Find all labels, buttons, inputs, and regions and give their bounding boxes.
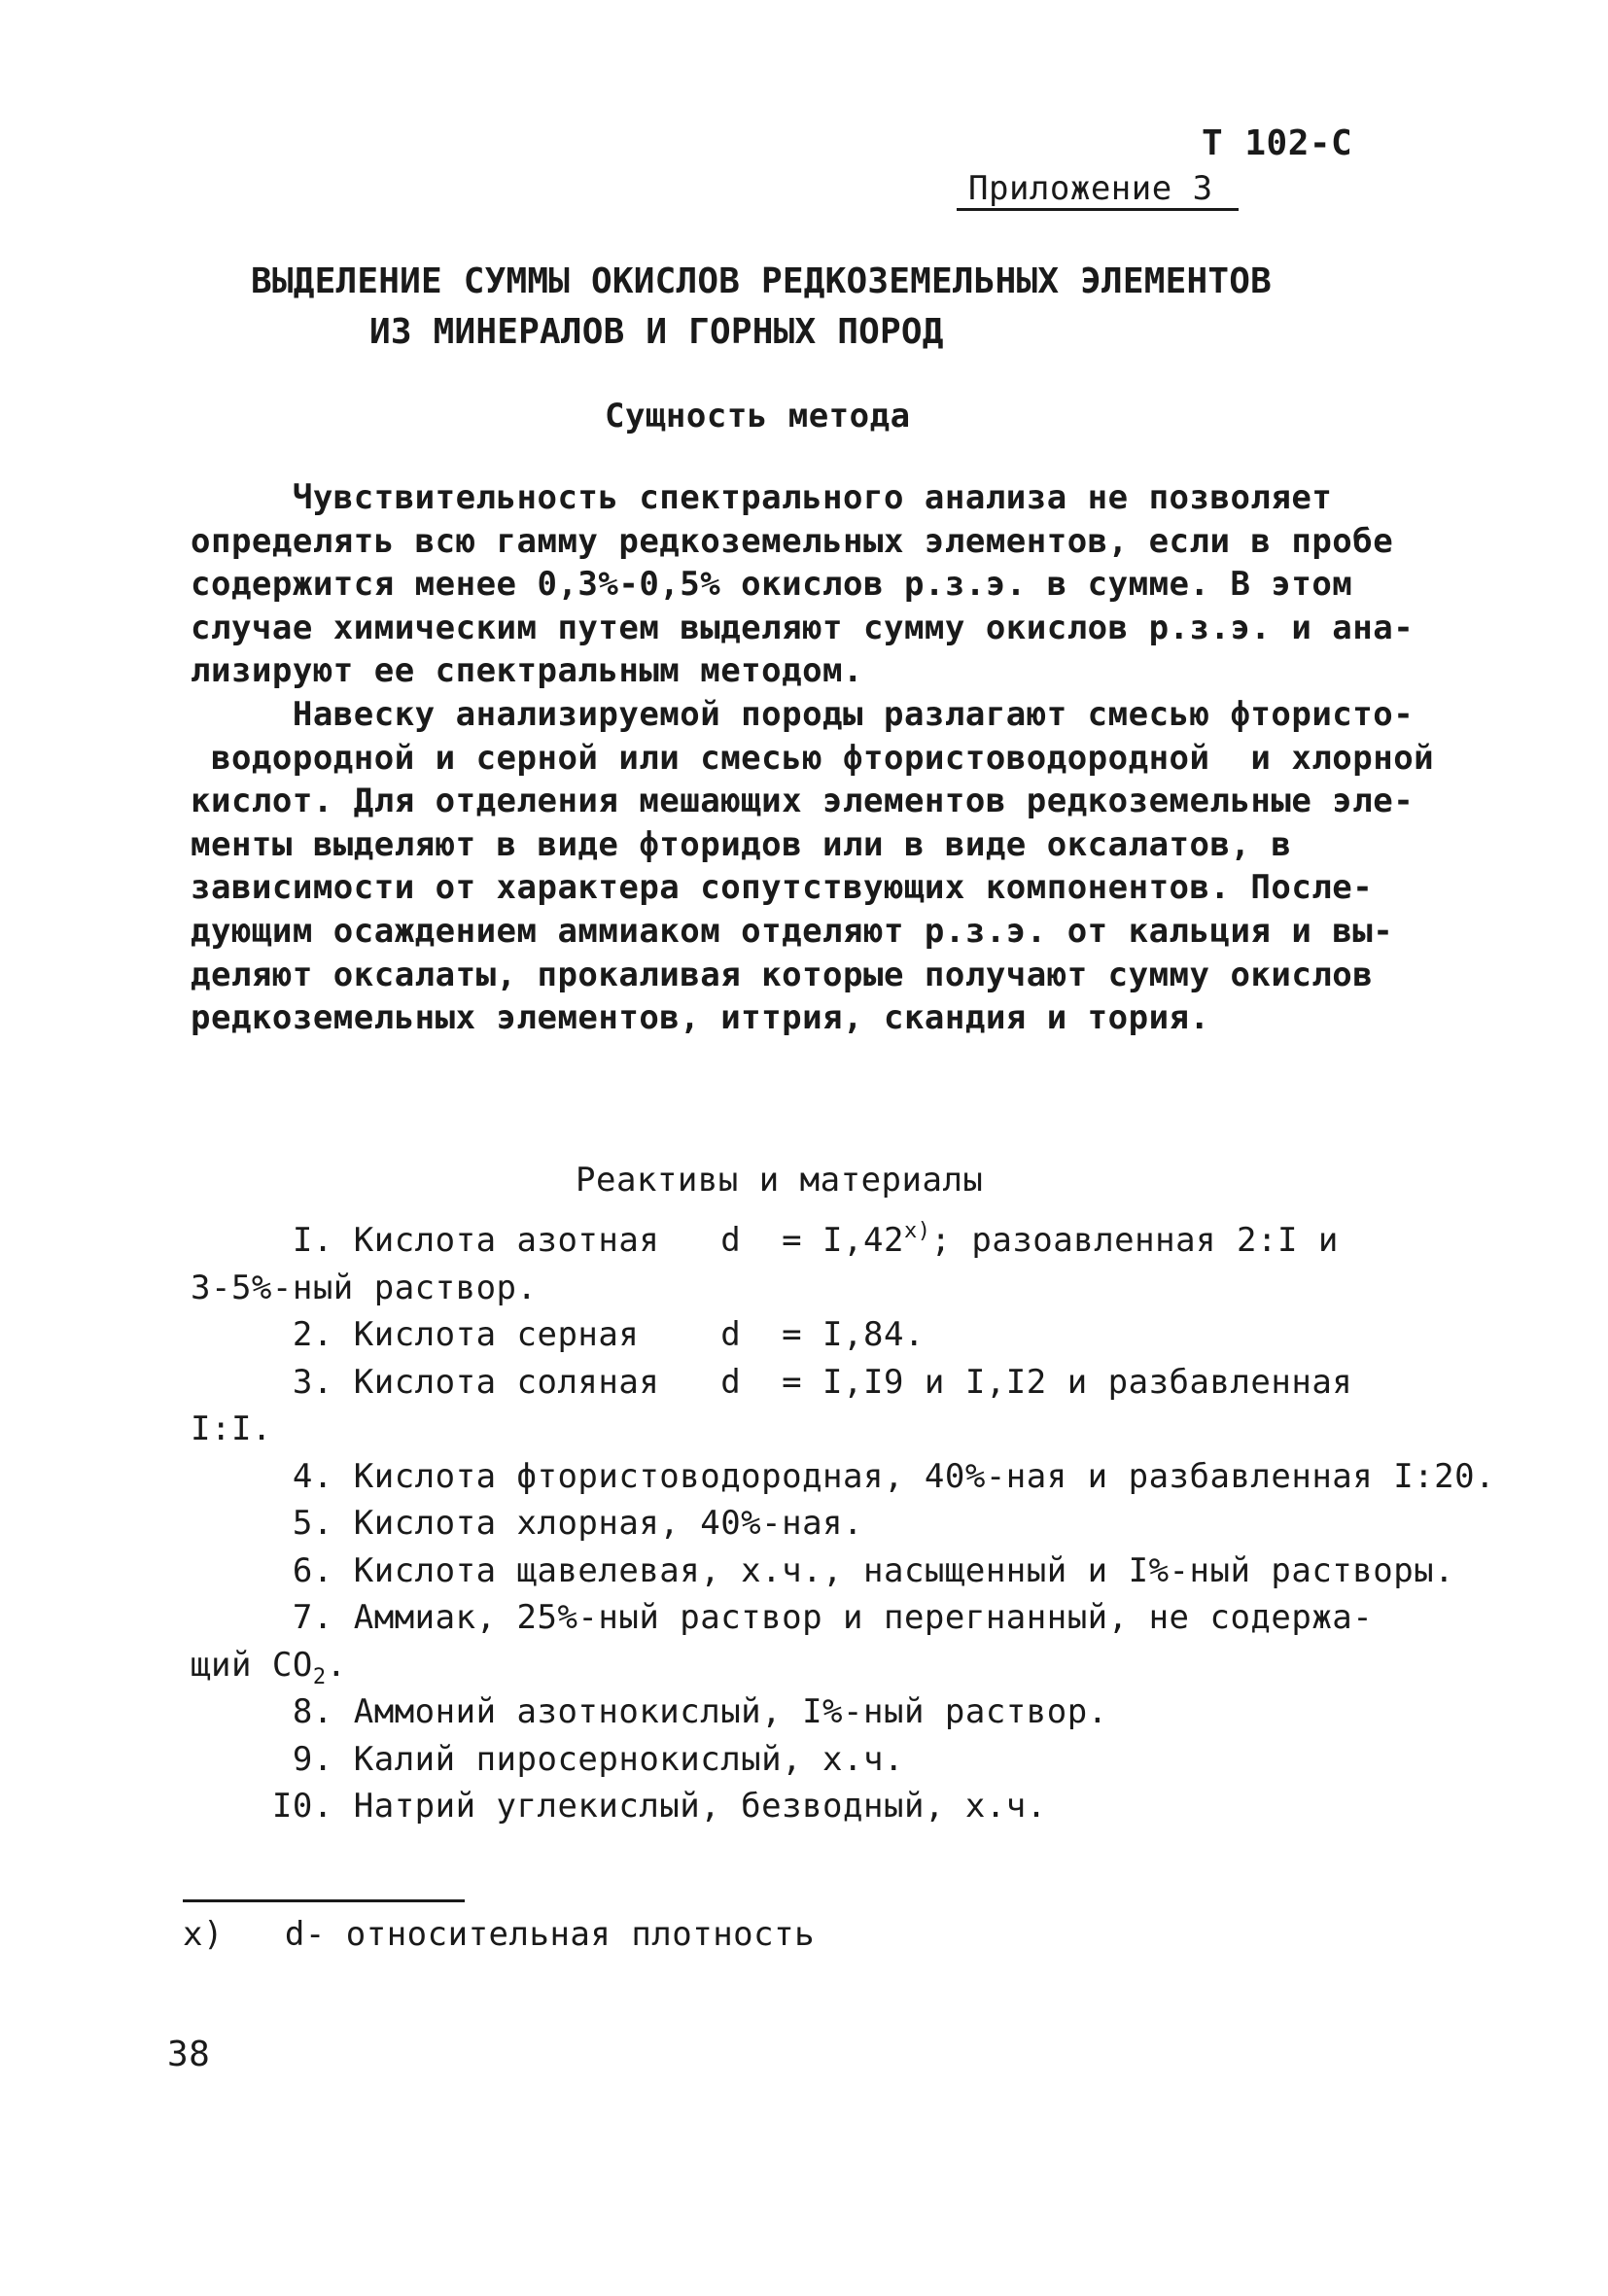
reagent-text: 2. Кислота серная d = I,84.: [191, 1315, 925, 1354]
text-line: деляют оксалаты, прокаливая которые получают сумму окислов: [191, 955, 1374, 994]
text-line: содержится менее 0,3%-0,5% окислов р.з.э. в сумме. В этом: [191, 565, 1353, 605]
reagent-text: 4. Кислота фтористоводородная, 40%-ная и разбавленная I:20.: [191, 1456, 1496, 1496]
reagent-text: I. Кислота азотная d = I,42: [191, 1221, 904, 1260]
page-number: 38: [167, 2035, 211, 2074]
footnote-rule: [183, 1899, 465, 1902]
text-line: Чувствительность спектрального анализа не позволяет: [191, 478, 1333, 517]
document-code: Т 102-С: [1202, 123, 1353, 163]
reagent-line: [191, 1787, 1047, 1826]
footnote-marker: x): [903, 1219, 931, 1243]
reagent-line: [191, 1315, 925, 1354]
reagent-line: [191, 1692, 1108, 1731]
text-line: лизируют ее спектральным методом.: [191, 651, 864, 691]
appendix-label: Приложение 3: [968, 169, 1213, 208]
document-title-line-1: ВЫДЕЛЕНИЕ СУММЫ ОКИСЛОВ РЕДКОЗЕМЕЛЬНЫХ ЭЛЕМЕНТОВ: [251, 261, 1272, 301]
reagent-text: I:I.: [191, 1409, 272, 1448]
reagent-line: [191, 1221, 1339, 1260]
reagent-line: [191, 1504, 863, 1543]
document-title-line-2: ИЗ МИНЕРАЛОВ И ГОРНЫХ ПОРОД: [369, 312, 944, 352]
text-line: случае химическим путем выделяют сумму окислов р.з.э. и ана-: [191, 608, 1415, 647]
appendix-underline: [957, 208, 1239, 211]
section-heading-reagents: Реактивы и материалы: [576, 1161, 984, 1200]
text-line: Навеску анализируемой породы разлагают смесью фтористо-: [191, 695, 1415, 734]
reagent-text: 9. Калий пиросернокислый, х.ч.: [191, 1739, 904, 1779]
text-line: кислот. Для отделения мешающих элементов редкоземельные эле-: [191, 782, 1415, 821]
reagent-text: 7. Аммиак, 25%-ный раствор и перегнанный, не содержа-: [191, 1598, 1374, 1637]
footnote: x) d- относительная плотность: [183, 1915, 816, 1954]
reagent-text: 6. Кислота щавелевая, х.ч., насыщенный и I%-ный растворы.: [191, 1550, 1455, 1590]
reagent-line: [191, 1363, 1352, 1402]
reagent-line: [191, 1740, 904, 1779]
reagent-text-tail: ; разоавленная 2:I и: [930, 1221, 1339, 1260]
reagent-line: [191, 1457, 1495, 1496]
reagent-text: 5. Кислота хлорная, 40%-ная.: [191, 1504, 864, 1543]
reagent-text: 8. Аммоний азотнокислый, I%-ный раствор.: [191, 1692, 1108, 1731]
reagent-line: [191, 1645, 347, 1689]
text-line: редкоземельных элементов, иттрия, скандия и тория.: [191, 998, 1210, 1038]
text-line: менты выделяют в виде фторидов или в виде оксалатов, в: [191, 824, 1292, 864]
reagent-line: [191, 1598, 1373, 1637]
text-line: водородной и серной или смесью фтористоводородной и хлорной: [191, 738, 1435, 778]
text-line: зависимости от характера сопутствующих компонентов. После-: [191, 868, 1374, 908]
section-heading-method: Сущность метода: [605, 397, 911, 435]
reagent-text: 3-5%-ный раствор.: [191, 1268, 538, 1307]
reagent-line: [191, 1551, 1454, 1590]
text-line: дующим осаждением аммиаком отделяют р.з.э. от кальция и вы-: [191, 912, 1394, 951]
reagent-line: [191, 1409, 272, 1448]
text-line: определять всю гамму редкоземельных элементов, если в пробе: [191, 521, 1394, 561]
reagent-text: щий CO: [191, 1645, 313, 1685]
subscript: 2: [312, 1664, 327, 1689]
reagent-text-tail: .: [326, 1645, 347, 1685]
reagent-line: [191, 1269, 538, 1307]
reagent-text: 3. Кислота соляная d = I,I9 и I,I2 и разбавленная: [191, 1362, 1353, 1402]
reagent-text: I0. Натрий углекислый, безводный, х.ч.: [191, 1787, 1047, 1826]
